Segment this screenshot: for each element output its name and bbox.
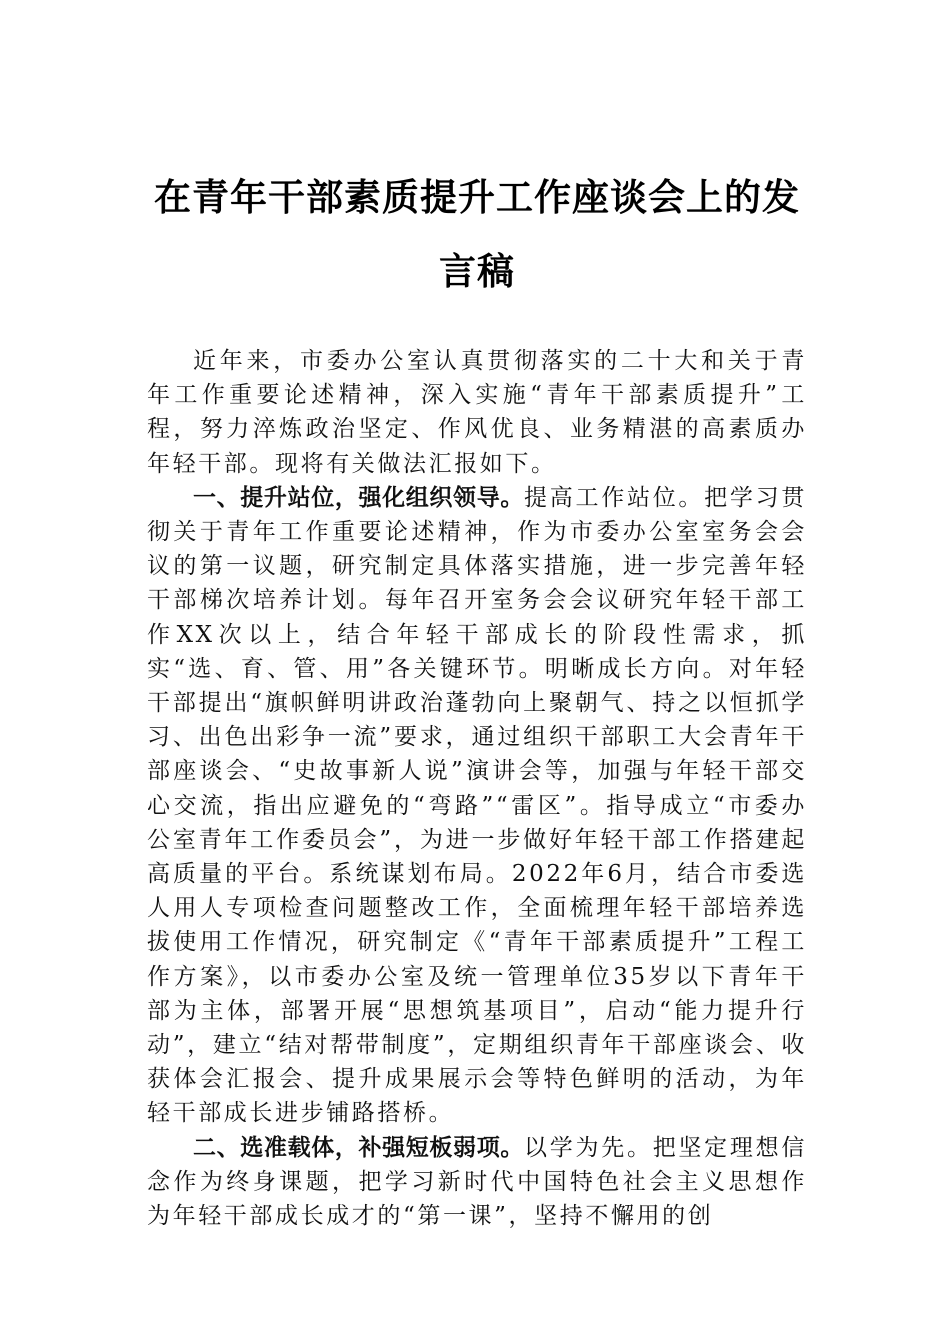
paragraph-intro <box>147 344 807 481</box>
document-body <box>147 344 807 1233</box>
section-2-heading: 二、选准载体，补强短板弱项。 <box>193 1134 524 1161</box>
section-1-heading: 一、提升站位，强化组织领导。 <box>193 484 524 511</box>
document-title: 在青年干部素质提升工作座谈会上的发言稿 <box>154 175 800 293</box>
paragraph-intro-text: 近年来，市委办公室认真贯彻落实的二十大和关于青年工作重要论述精神，深入实施“青年干部素质提升”工程，努力淬炼政治坚定、作风优良、业务精湛的高素质办年轻干部。现将有关做法汇报如下。 <box>147 348 807 477</box>
paragraph-section-2 <box>147 1131 807 1234</box>
section-2-text: 以学为先。把坚定理想信念作为终身课题，把学习新时代中国特色社会主义思想作为年轻干部成长成才的“第一课”，坚持不懈用的创 <box>147 1134 807 1230</box>
paragraph-section-1 <box>147 481 807 1131</box>
document-page <box>147 160 807 1233</box>
section-1-text: 提高工作站位。把学习贯彻关于青年工作重要论述精神，作为市委办公室室务会会议的第一议题，研究制定具体落实措施，进一步完善年轻干部梯次培养计划。每年召开室务会会议研究年轻干部工作XX次以上，结合年轻干部成长的阶段性需求，抓实“选、育、管、用”各关键环节。明晰成长方向。对年轻干部提出“旗帜鲜明讲政治蓬勃向上聚朝气、持之以恒抓学习、出色出彩争一流”要求，通过组织干部职工大会青年干部座谈会、“史故事新人说”演讲会等，加强与年轻干部交心交流，指出应避免的“弯路”“雷区”。指导成立“市委办公室青年工作委员会”，为进一步做好年轻干部工作搭建起高质量的平台。系统谋划布局。2022年6月，结合市委选人用人专项检查问题整改工作，全面梳理年轻干部培养选拔使用工作情况，研究制定《“青年干部素质提升”工程工作方案》，以市委办公室及统一管理单位35岁以下青年干部为主体，部署开展“思想筑基项目”，启动“能力提升行动”，建立“结对帮带制度”，定期组织青年干部座谈会、收获体会汇报会、提升成果展示会等特色鲜明的活动，为年轻干部成长进步铺路搭桥。 <box>147 484 807 1127</box>
